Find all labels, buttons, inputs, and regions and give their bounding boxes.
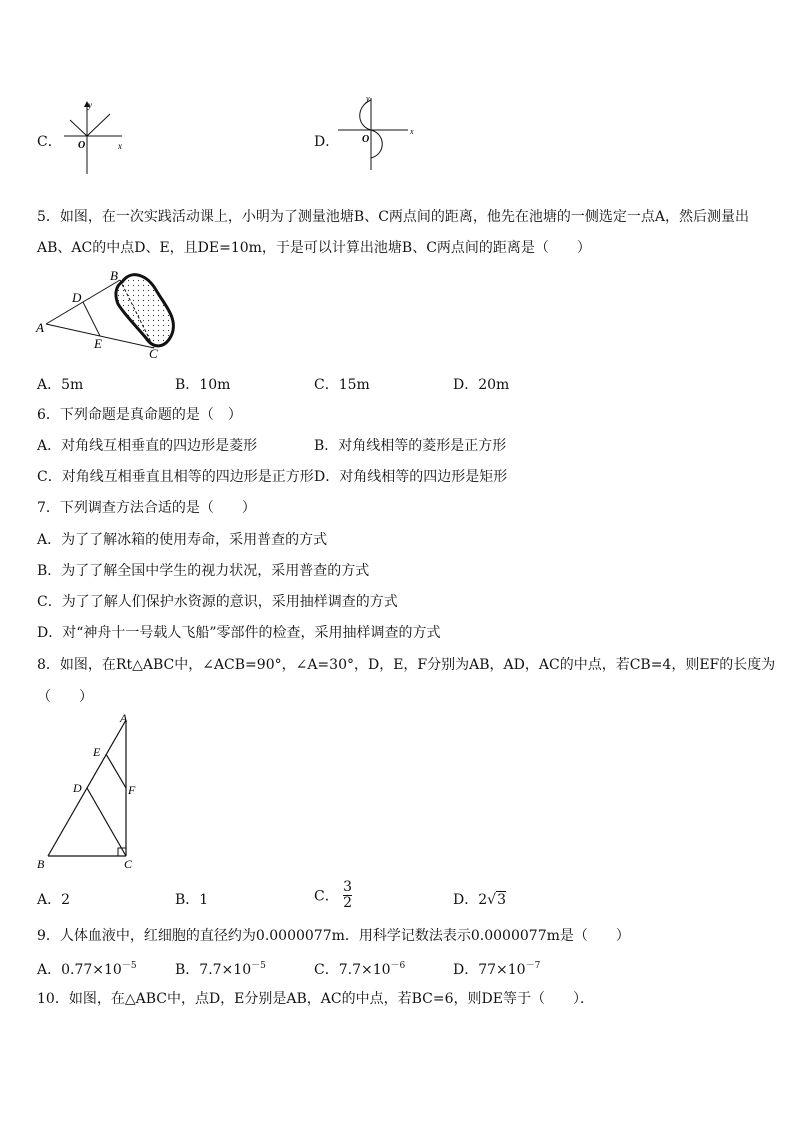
q6-option-a: A．对角线互相垂直的四边形是菱形	[37, 438, 258, 454]
q8-stem-line1: 8．如图，在Rt△ABC中，∠ACB=90°，∠A=30°，D，E，F分别为AB，AD，AC的中点，若CB=4，则EF的长度为	[37, 657, 776, 673]
q9-option-a	[37, 958, 137, 979]
segment-de	[83, 302, 100, 336]
q8-triangle-figure	[34, 710, 154, 875]
y-axis-label: y	[88, 100, 92, 110]
fraction-denominator: 2	[343, 895, 353, 911]
q8-option-c	[314, 880, 352, 911]
point-a-label: A	[36, 320, 44, 335]
q9-stem: 9．人体血液中，红细胞的直径约为0.0000077m．用科学记数法表示0.0000077m是（ ）	[37, 928, 630, 944]
q8-option-d	[453, 889, 506, 909]
point-e-label: E	[93, 745, 101, 759]
curve-lower	[371, 130, 382, 158]
q5-option-a: A．5m	[37, 377, 84, 393]
q9-option-d-base: D．77×10	[453, 962, 526, 978]
q5-option-d: D．20m	[453, 377, 510, 393]
q8-option-b: B．1	[175, 892, 209, 908]
q6-option-b: B．对角线相等的菱形是正方形	[314, 438, 507, 454]
q4-graph-d	[336, 94, 416, 174]
q7-stem: 7．下列调查方法合适的是（ ）	[37, 500, 256, 516]
point-c-label: C	[149, 346, 158, 361]
q8-option-a: A．2	[37, 892, 71, 908]
q6-option-c: C．对角线互相垂直且相等的四边形是正方形	[37, 469, 314, 485]
curve-upper	[360, 100, 371, 130]
sqrt-icon: √	[487, 892, 497, 908]
origin-label: O	[362, 134, 370, 145]
point-d-label: D	[72, 290, 82, 305]
segment-ef	[106, 754, 126, 788]
q9-option-a-exponent: －5	[121, 961, 137, 971]
q9-option-c-base: C．7.7×10	[314, 962, 391, 978]
point-c-label: C	[124, 857, 133, 871]
q5-option-c: C．15m	[314, 377, 370, 393]
point-a-label: A	[120, 711, 128, 725]
q9-option-a-base: A．0.77×10	[37, 962, 122, 978]
q5-pond-figure	[36, 268, 186, 368]
point-f-label: F	[128, 783, 136, 797]
q7-option-d: D．对“神舟十一号载人飞船”零部件的检查，采用抽样调查的方式	[37, 625, 441, 641]
q10-stem: 10．如图，在△ABC中，点D，E分别是AB，AC的中点，若BC=6，则DE等于（ ）．	[37, 991, 594, 1007]
q5-option-b: B．10m	[175, 377, 231, 393]
point-e-label: E	[94, 336, 102, 351]
q5-stem-line1: 5．如图，在一次实践活动课上，小明为了测量池塘B、C两点间的距离，他先在池塘的一侧选定一点A，然后测量出	[37, 209, 750, 225]
fraction-numerator: 3	[343, 879, 353, 895]
q7-option-a: A．为了了解冰箱的使用寿命，采用普查的方式	[37, 532, 328, 548]
point-b-label: B	[37, 857, 45, 871]
graph-line-right	[87, 114, 110, 136]
q9-option-c-exponent: －6	[390, 961, 406, 971]
q9-option-b-exponent: －5	[251, 961, 266, 971]
q9-option-c	[314, 958, 405, 979]
pond-shape	[116, 275, 174, 346]
q8-stem-line2: （ ）	[37, 689, 93, 705]
q7-option-b: B．为了了解全国中学生的视力状况，采用普查的方式	[37, 563, 370, 579]
q8-option-d-prefix: D．2	[453, 892, 488, 908]
y-axis-label: y	[366, 94, 370, 103]
q4-option-d-label: D．	[314, 134, 340, 150]
segment-dc	[87, 788, 126, 856]
q5-stem-line2: AB、AC的中点D、E，且DE=10m，于是可以计算出池塘B、C两点间的距离是（ ）	[37, 240, 591, 256]
graph-line-left	[70, 120, 87, 136]
fraction	[343, 880, 352, 911]
q9-option-d-exponent: －7	[525, 961, 541, 971]
q8-option-c-prefix: C．	[314, 888, 339, 905]
point-b-label: B	[110, 268, 118, 283]
q4-graph-c	[62, 100, 142, 180]
q9-option-d	[453, 958, 540, 979]
origin-label: O	[78, 140, 86, 151]
x-axis-label: x	[410, 127, 414, 136]
q4-option-c-label: C．	[37, 134, 62, 150]
q8-option-d-radicand: 3	[497, 892, 506, 908]
x-axis-label: x	[118, 141, 122, 151]
q6-stem: 6．下列命题是真命题的是（ ）	[37, 407, 242, 423]
q7-option-c: C．为了了解人们保护水资源的意识，采用抽样调查的方式	[37, 594, 398, 610]
q9-option-b	[175, 958, 266, 979]
q9-option-b-base: B．7.7×10	[175, 962, 252, 978]
q6-option-d: D．对角线相等的四边形是矩形	[314, 469, 508, 485]
point-d-label: D	[73, 781, 82, 795]
